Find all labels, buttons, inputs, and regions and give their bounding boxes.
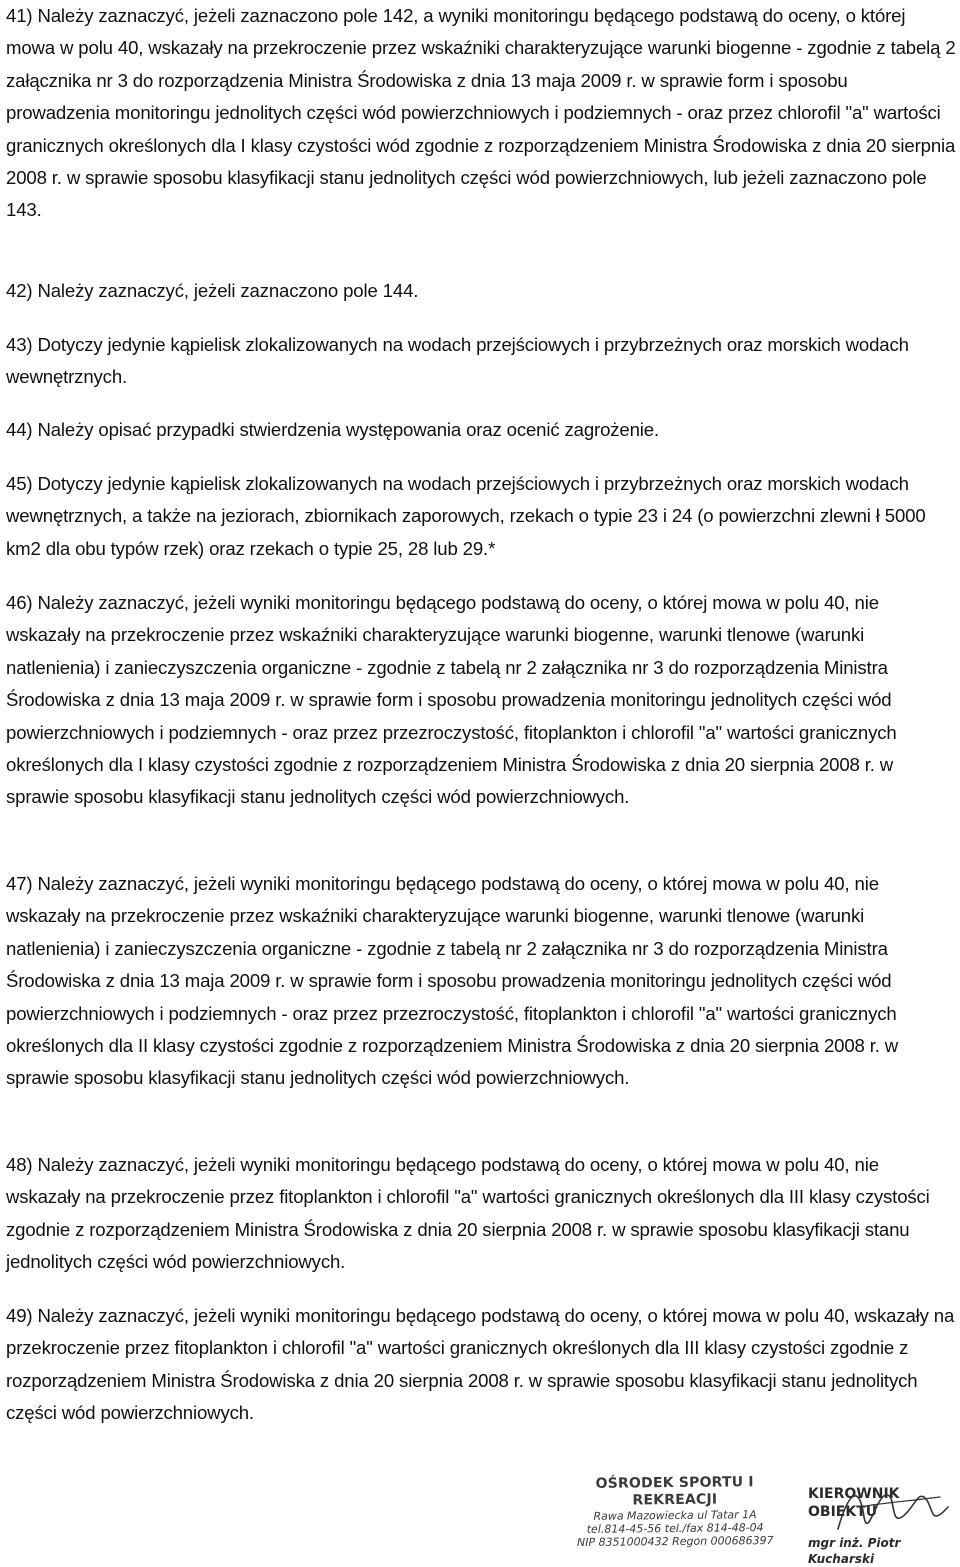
- footnote-47: 47) Należy zaznaczyć, jeżeli wyniki monitoringu będącego podstawą do oceny, o której mowa w polu 40, nie wskazały na przekroczenie przez wskaźniki charakteryzujące warunki biogenne, warunki tlenowe (warunki natlenienia) i zanieczyszczenia organiczne - zgodnie z tabelą nr 2 załącznika nr 3 do rozporządzenia Ministra Środowiska z dnia 13 maja 2009 r. w sprawie form i sposobu prowadzenia monitoringu jednolitych części wód powierzchniowych i podziemnych - oraz przez przezroczystość, fitoplankton i chlorofil "a" wartości granicznych określonych dla II klasy czystości zgodnie z rozporządzeniem Ministra Środowiska z dnia 20 sierpnia 2008 r. w sprawie sposobu klasyfikacji stanu jednolitych części wód powierzchniowych.: [6, 873, 899, 1089]
- organization-stamp: [560, 1474, 791, 1549]
- official-stamp: [560, 1474, 960, 1566]
- stamp-role-title: KIEROWNIK OBIEKTU: [808, 1486, 900, 1520]
- stamp-ids: NIP 8351000432 Regon 000686397: [576, 1533, 774, 1550]
- footnote-46: 46) Należy zaznaczyć, jeżeli wyniki monitoringu będącego podstawą do oceny, o której mowa w polu 40, nie wskazały na przekroczenie przez wskaźniki charakteryzujące warunki biogenne, warunki tlenowe (warunki natlenienia) i zanieczyszczenia organiczne - zgodnie z tabelą nr 2 załącznika nr 3 do rozporządzenia Ministra Środowiska z dnia 13 maja 2009 r. w sprawie form i sposobu prowadzenia monitoringu jednolitych części wód powierzchniowych i podziemnych - oraz przez przezroczystość, fitoplankton i chlorofil "a" wartości granicznych określonych dla I klasy czystości zgodnie z rozporządzeniem Ministra Środowiska z dnia 20 sierpnia 2008 r. w sprawie sposobu klasyfikacji stanu jednolitych części wód powierzchniowych.: [6, 592, 897, 808]
- footnote-41: 41) Należy zaznaczyć, jeżeli zaznaczono pole 142, a wyniki monitoringu będącego podstawą do oceny, o której mowa w polu 40, wskazały na przekroczenie przez wskaźniki charakteryzujące warunki biogenne - zgodnie z tabelą 2 załącznika nr 3 do rozporządzenia Ministra Środowiska z dnia 13 maja 2009 r. w sprawie form i sposobu prowadzenia monitoringu jednolitych części wód powierzchniowych i podziemnych - oraz przez chlorofil "a" wartości granicznych określonych dla I klasy czystości wód zgodnie z rozporządzeniem Ministra Środowiska z dnia 20 sierpnia 2008 r. w sprawie sposobu klasyfikacji stanu jednolitych części wód powierzchniowych, lub jeżeli zaznaczono pole 143.: [6, 5, 956, 221]
- stamp-person-name: mgr inż. Piotr Kucharski: [808, 1536, 901, 1566]
- footnote-42: 42) Należy zaznaczyć, jeżeli zaznaczono pole 144.: [6, 280, 419, 301]
- footnote-45: 45) Dotyczy jedynie kąpielisk zlokalizowanych na wodach przejściowych i przybrzeżnych oraz morskich wodach wewnętrznych, a także na jeziorach, zbiornikach zaporowych, rzekach o typie 23 i 24 (o powierzchni zlewni ł 5000 km2 dla obu typów rzek) oraz rzekach o typie 25, 28 lub 29.*: [6, 473, 926, 559]
- stamp-phones: tel.814-45-56 tel./fax 814-48-04: [586, 1521, 764, 1536]
- stamp-organization-name: OŚRODEK SPORTU I REKREACJI: [595, 1474, 754, 1509]
- footnote-49: 49) Należy zaznaczyć, jeżeli wyniki monitoringu będącego podstawą do oceny, o której mowa w polu 40, wskazały na przekroczenie przez fitoplankton i chlorofil "a" wartości granicznych określonych dla III klasy czystości zgodnie z rozporządzeniem Ministra Środowiska z dnia 20 sierpnia 2008 r. w sprawie sposobu klasyfikacji stanu jednolitych części wód powierzchniowych.: [6, 1305, 955, 1424]
- footnote-48: 48) Należy zaznaczyć, jeżeli wyniki monitoringu będącego podstawą do oceny, o której mowa w polu 40, nie wskazały na przekroczenie przez fitoplankton i chlorofil "a" wartości granicznych określonych dla III klasy czystości zgodnie z rozporządzeniem Ministra Środowiska z dnia 20 sierpnia 2008 r. w sprawie sposobu klasyfikacji stanu jednolitych części wód powierzchniowych.: [6, 1154, 930, 1273]
- stamp-address: Rawa Mazowiecka ul Tatar 1A: [593, 1508, 757, 1523]
- footnote-43: 43) Dotyczy jedynie kąpielisk zlokalizowanych na wodach przejściowych i przybrzeżnych oraz morskich wodach wewnętrznych.: [6, 334, 909, 388]
- handwritten-signature: [830, 1477, 960, 1547]
- footnote-44: 44) Należy opisać przypadki stwierdzenia występowania oraz ocenić zagrożenie.: [6, 419, 659, 440]
